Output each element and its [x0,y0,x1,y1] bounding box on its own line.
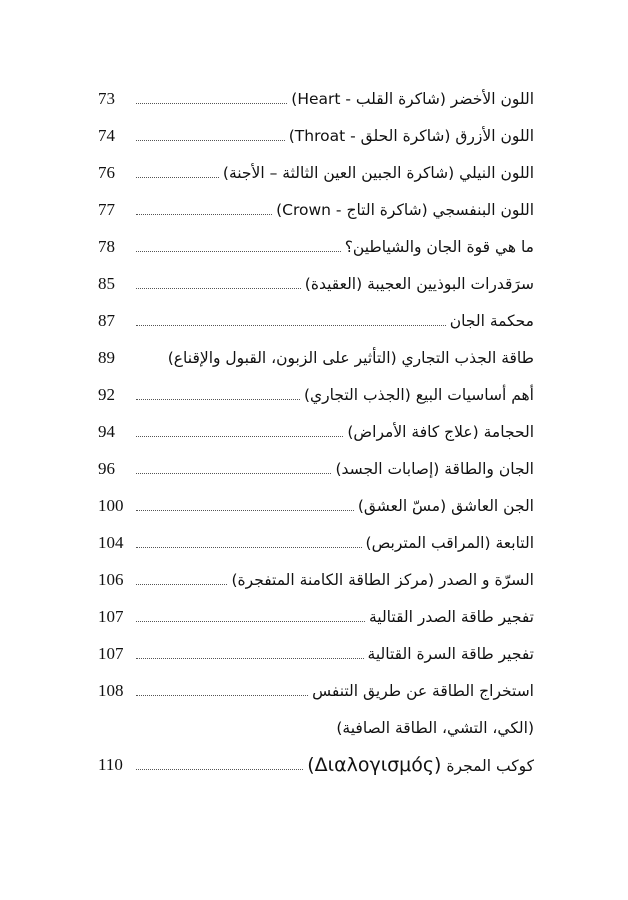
toc-page-number: 74 [98,125,115,145]
toc-entry [98,265,534,302]
toc-entry-last [98,746,534,783]
toc-entry-title: تفجير طاقة السرة القتالية [367,644,534,663]
toc-entry-title: الجن العاشق (مسّ العشق) [357,496,534,515]
toc-page-number: 107 [98,643,124,663]
toc-entry-title: محكمة الجان [449,311,534,330]
dot-leader [136,695,308,696]
toc-entry-title-continued: (الكي، التشي، الطاقة الصافية) [336,718,534,737]
toc-page-number: 108 [98,680,124,700]
dot-leader [136,140,285,141]
dot-leader [136,584,227,585]
toc-entry [98,117,534,154]
table-of-contents [98,80,534,783]
toc-page-number: 94 [98,421,115,441]
dot-leader [136,547,362,548]
toc-page-number: 100 [98,495,124,515]
dot-leader [136,214,272,215]
toc-page-number: 87 [98,310,115,330]
dot-leader [136,288,301,289]
toc-entry-title: تفجير طاقة الصدر القتالية [368,607,534,626]
toc-entry [98,80,534,117]
toc-entry-title: ما هي قوة الجان والشياطين؟ [344,237,534,256]
dot-leader [136,658,364,659]
toc-page-number: 107 [98,606,124,626]
toc-page-number: 78 [98,236,115,256]
toc-entry [98,450,534,487]
toc-entry-title: أهم أساسيات البيع (الجذب التجاري) [303,385,534,404]
toc-page-number: 110 [98,754,123,774]
toc-entry-title: استخراج الطاقة عن طريق التنفس [312,681,534,700]
toc-entry-title: اللون الأخضر (شاكرة القلب - Heart) [291,89,534,108]
dot-leader [136,473,331,474]
dot-leader [136,399,300,400]
toc-entry-title [307,754,534,776]
dot-leader [136,251,341,252]
toc-page-number: 96 [98,458,115,478]
toc-page-number: 76 [98,162,115,182]
toc-entry [98,413,534,450]
toc-entry [98,487,534,524]
toc-entry-title: اللون البنفسجي (شاكرة التاج - Crown) [276,200,534,219]
toc-page-number: 89 [98,347,115,367]
toc-page-number: 73 [98,88,115,108]
dot-leader [136,325,446,326]
toc-page-number: 85 [98,273,115,293]
toc-entry [98,561,534,598]
toc-entry-title: اللون الأزرق (شاكرة الحلق - Throat) [288,126,534,145]
toc-entry [98,339,534,376]
dot-leader [136,769,303,770]
toc-entry [98,672,534,709]
dot-leader [136,103,287,104]
toc-entry [98,376,534,413]
toc-entry-title: اللون النيلي (شاكرة الجبين العين الثالثة – الأجنة) [222,163,534,182]
toc-entry-title: الحجامة (علاج كافة الأمراض) [347,422,534,441]
toc-entry [98,524,534,561]
toc-entry [98,228,534,265]
toc-entry [98,154,534,191]
dot-leader [136,436,343,437]
toc-page-number: 92 [98,384,115,404]
toc-page-number: 77 [98,199,115,219]
title-arabic: كوكب المجرة [446,756,534,775]
toc-entry [98,635,534,672]
toc-page-number: 106 [98,569,124,589]
toc-entry-title: السرّة و الصدر (مركز الطاقة الكامنة المتفجرة) [231,570,534,589]
toc-entry-continuation [98,709,534,746]
dot-leader [136,621,365,622]
dot-leader [136,510,354,511]
toc-entry-title: طاقة الجذب التجاري (التأثير على الزبون، القبول والإقناع) [167,348,534,367]
toc-entry [98,302,534,339]
toc-entry [98,598,534,635]
toc-entry [98,191,534,228]
dot-leader [136,177,219,178]
title-greek: (Διαλογισμός) [307,753,442,776]
toc-entry-title: التابعة (المراقب المتربص) [365,533,534,552]
toc-entry-title: سرَقدرات البوذيين العجيبة (العقيدة) [304,274,534,293]
toc-entry-title: الجان والطاقة (إصابات الجسد) [335,459,534,478]
toc-page-number: 104 [98,532,124,552]
